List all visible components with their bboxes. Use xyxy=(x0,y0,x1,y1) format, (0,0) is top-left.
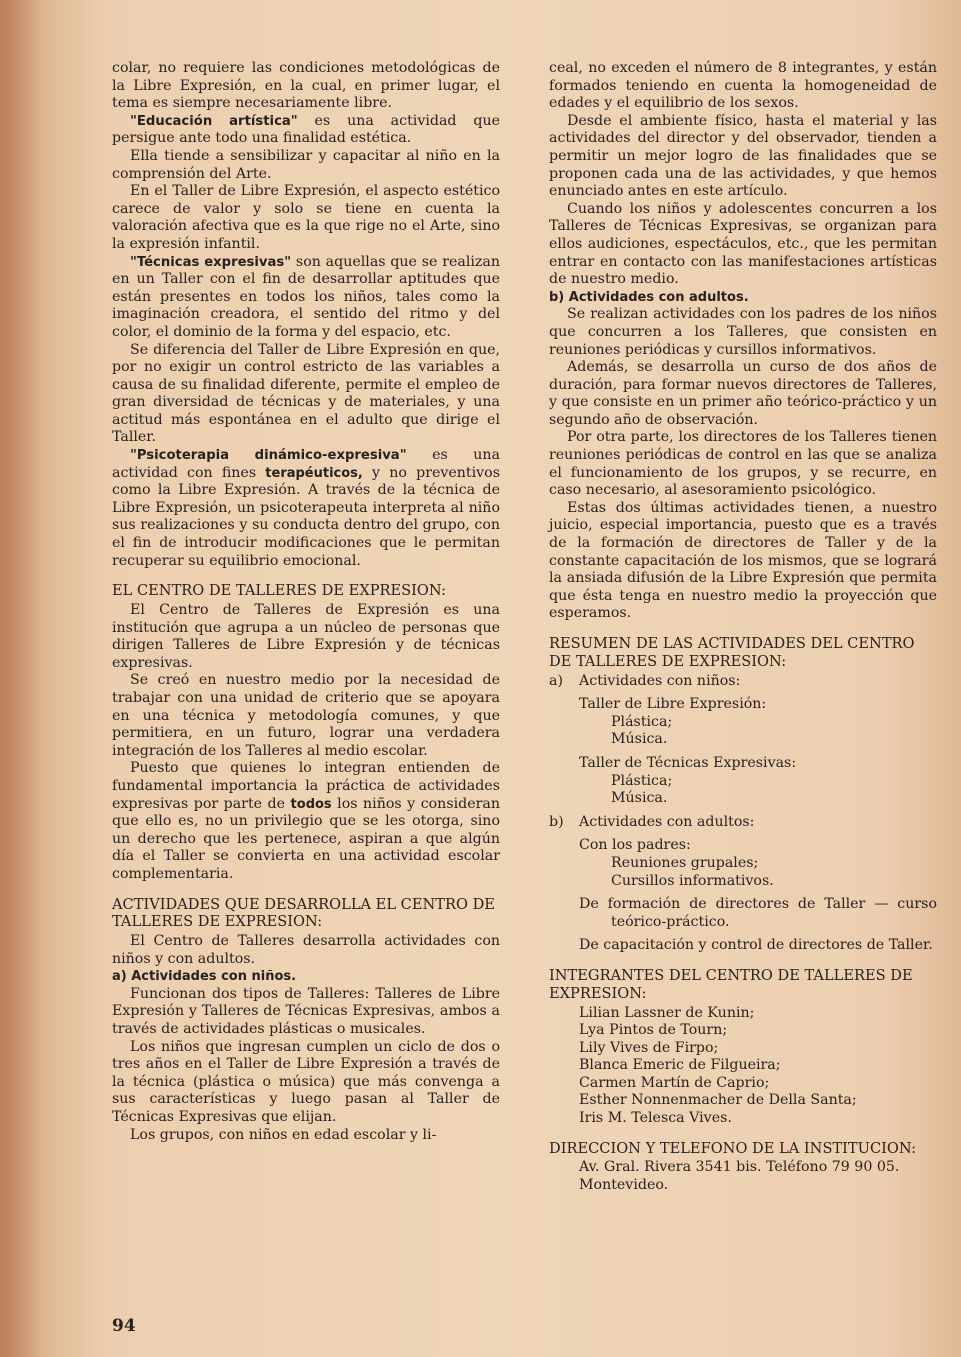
text: son aquellas que se realizan en un Taller con el fin de desarrollar aptitudes que están presentes en todos los niños, tales como la imaginación creadora, el sentido del ritmo y del color, el dominio de la forma y del espacio, etc. xyxy=(112,253,500,340)
text: los niños y consideran que ello es, no un privilegio que se les otorga, sino un derecho que les pertenece, aspiran a que algún día el Taller se convierta en una actividad escolar complementaria. xyxy=(112,795,500,882)
member-name: Lya Pintos de Tourn; xyxy=(579,1022,728,1039)
paragraph: Los niños que ingresan cumplen un ciclo de dos o tres años en el Taller de Libre Expresión a través de la técnica (plástica o música) que más convenga a sus características y luego pasan al Taller de Técnicas Expresivas que elijan. xyxy=(112,1038,500,1126)
text: Puesto que quienes lo integran entienden de fundamental importancia la práctica de actividades expresivas por parte de xyxy=(112,760,500,812)
paragraph: Los grupos, con niños en edad escolar y li- xyxy=(130,1126,437,1143)
summary-subitem: Con los padres: xyxy=(579,837,691,854)
paragraph: Estas dos últimas actividades tienen, a nuestro juicio, especial importancia, puesto que es a través de la formación de directores de Taller y de la constante capacitación de los mismos, que se logrará la ansiada difusión de la Libre Expresión que permita que ésta tenga en nuestro medio la proyección que esperamos. xyxy=(549,499,937,622)
paragraph: Se diferencia del Taller de Libre Expresión en que, por no exigir un control estricto de las variables a causa de su finalidad diferente, permite el empleo de gran diversidad de técnicas y de materiales, y una actitud más espontánea en el adulto que dirige el Taller. xyxy=(112,341,500,446)
member-name: Lily Vives de Firpo; xyxy=(579,1039,719,1056)
member-name: Blanca Emeric de Filgueira; xyxy=(579,1057,781,1074)
left-column xyxy=(112,60,500,1144)
paragraph xyxy=(112,113,500,148)
address-line: Montevideo. xyxy=(579,1177,669,1194)
paragraph: Se realizan actividades con los padres de los niños que concurren a los Talleres, que consisten en reuniones periódicas y cursillos informativos. xyxy=(549,306,937,358)
text: y no preventivos como la Libre Expresión. A través de la técnica de Libre Expresión, un psicoterapeuta interpreta al niño sus realizaciones y su conducta dentro del grupo, con el fin de introducir modificaciones que le permitan recuperar su equilibrio emocional. xyxy=(112,464,500,569)
member-name: Esther Nonnenmacher de Della Santa; xyxy=(579,1092,857,1109)
paragraph: Cuando los niños y adolescentes concurren a los Talleres de Técnicas Expresivas, se organizan para ellos audiciones, espectáculos, etc., que les permitan entrar en contacto con las manifestaciones artísticas de nuestro medio. xyxy=(549,200,937,288)
paragraph: ceal, no exceden el número de 8 integrantes, y están formados teniendo en cuenta la homogeneidad de edades y el equilibrio de los sexos. xyxy=(549,60,937,112)
paragraph: En el Taller de Libre Expresión, el aspecto estético carece de valor y solo se tiene en cuenta la valoración afectiva que es la que rige no el Arte, sino la expresión infantil. xyxy=(112,183,500,252)
paragraph xyxy=(112,254,500,342)
section-heading: RESUMEN DE LAS ACTIVIDADES DEL CENTRO DE TALLERES DE EXPRESION: xyxy=(549,635,915,670)
term: "Educación artística" xyxy=(130,113,298,129)
summary-subitem: De formación de directores de Taller — curso teórico-práctico. xyxy=(579,896,937,930)
term: "Técnicas expresivas" xyxy=(130,254,292,270)
section-heading: DIRECCION Y TELEFONO DE LA INSTITUCION: xyxy=(549,1139,917,1157)
right-column xyxy=(549,60,937,1195)
page-edge-shadow xyxy=(0,0,40,1357)
paragraph: Se creó en nuestro medio por la necesidad de trabajar con una unidad de criterio que se apoyara en una técnica y metodología comunes, y que permitiera, en un futuro, lograr una verdadera integración de los Talleres al medio escolar. xyxy=(112,672,500,759)
section-heading: EL CENTRO DE TALLERES DE EXPRESION: xyxy=(112,582,447,600)
summary-item-b xyxy=(549,814,937,832)
summary-subitem: Plástica; xyxy=(611,772,673,789)
summary-subitem: Taller de Libre Expresión: xyxy=(579,696,767,713)
section-heading: INTEGRANTES DEL CENTRO DE TALLERES DE EXPRESION: xyxy=(549,966,913,1002)
term: "Psicoterapia dinámico-expresiva" xyxy=(130,448,407,464)
summary-subitem: Música. xyxy=(611,790,668,807)
paragraph: Ella tiende a sensibilizar y capacitar al niño en la comprensión del Arte. xyxy=(112,147,500,182)
bold-text: todos xyxy=(290,796,332,812)
members-list xyxy=(549,1005,937,1128)
paragraph: Funcionan dos tipos de Talleres: Talleres de Libre Expresión y Talleres de Técnicas Expresivas, ambos a través de actividades plásticas o musicales. xyxy=(112,985,500,1038)
list-marker: b) xyxy=(549,813,564,830)
text: es una actividad que persigue ante todo una finalidad estética. xyxy=(112,112,500,147)
paragraph xyxy=(112,447,500,570)
page-number: 94 xyxy=(112,1316,136,1336)
summary-subitem: Plástica; xyxy=(611,713,673,730)
summary-subitem: De capacitación y control de directores de Taller. xyxy=(579,937,933,954)
paragraph: El Centro de Talleres desarrolla actividades con niños y con adultos. xyxy=(112,933,500,967)
address-line: Av. Gral. Rivera 3541 bis. Teléfono 79 90 05. xyxy=(579,1159,900,1176)
summary-item-a xyxy=(549,673,937,691)
paragraph: colar, no requiere las condiciones metodológicas de la Libre Expresión, en la cual, en primer lugar, el tema es siempre necesariamente libre. xyxy=(112,60,500,112)
text: es una actividad con fines xyxy=(112,447,500,481)
paragraph: Desde el ambiente físico, hasta el material y las actividades del director y del observador, tienden a permitir un mejor logro de las finalidades que se proponen cada una de las actividades, y que hemos enunciado antes en este artículo. xyxy=(549,112,937,200)
list-label: Actividades con adultos: xyxy=(579,813,755,830)
member-name: Lilian Lassner de Kunin; xyxy=(579,1004,755,1021)
paragraph: Por otra parte, los directores de los Talleres tienen reuniones periódicas de control en las que se analiza el funcionamiento de los grupos, y se recurre, en caso necesario, al asesoramiento psicológico. xyxy=(549,429,937,499)
paragraph: Además, se desarrolla un curso de dos años de duración, para formar nuevos directores de Talleres, y que consiste en un primer año teórico-práctico y un segundo año de observación. xyxy=(549,359,937,428)
summary-subitem: Taller de Técnicas Expresivas: xyxy=(579,754,797,771)
summary-subitem: Reuniones grupales; xyxy=(611,854,759,871)
paragraph xyxy=(112,760,500,883)
summary-subitem: Música. xyxy=(611,731,668,748)
list-marker: a) xyxy=(549,672,563,689)
section-heading: ACTIVIDADES QUE DESARROLLA EL CENTRO DE TALLERES DE EXPRESION: xyxy=(112,895,495,931)
list-label: Actividades con niños: xyxy=(579,672,741,689)
paragraph: El Centro de Talleres de Expresión es una institución que agrupa a un núcleo de personas que dirigen Talleres de Libre Expresión y de técnicas expresivas. xyxy=(112,602,500,671)
summary-subitem: Cursillos informativos. xyxy=(611,872,774,889)
member-name: Carmen Martín de Caprio; xyxy=(579,1074,770,1091)
subheading: b) Actividades con adultos. xyxy=(549,289,749,305)
member-name: Iris M. Telesca Vives. xyxy=(579,1110,732,1127)
bold-text: terapéuticos, xyxy=(265,465,363,481)
subheading: a) Actividades con niños. xyxy=(112,969,297,985)
